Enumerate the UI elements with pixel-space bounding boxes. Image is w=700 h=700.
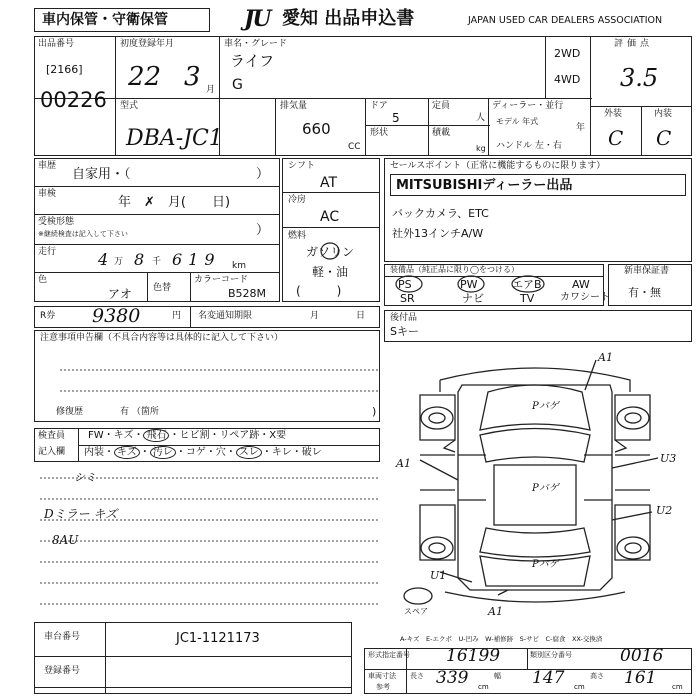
fuel-label: 燃料	[288, 231, 307, 241]
checker-chip: 飛石	[143, 429, 169, 442]
equip-navi: ナビ	[462, 292, 484, 305]
shape-label: 形状	[370, 128, 389, 138]
lot-number: 00226	[40, 88, 107, 112]
color-change-label: 色替	[153, 283, 172, 293]
height-label: 高さ	[590, 672, 604, 680]
ju-logo: JU	[244, 6, 270, 32]
mileage-sen-unit: 千	[152, 257, 162, 267]
equip-sr: SR	[400, 292, 415, 305]
capacity-label: 定員	[432, 101, 451, 111]
displacement-unit: CC	[348, 142, 361, 152]
acceptance-close: ）	[256, 223, 270, 238]
mark-pbage-2: Pバゲ	[532, 483, 559, 494]
mark-pbage-1: Pバゲ	[532, 401, 559, 412]
chassis-value: JC1-1121173	[176, 631, 260, 646]
mark-u1: U1	[430, 569, 447, 582]
address-change-day: 日	[356, 311, 366, 321]
width-value: 147	[532, 668, 565, 688]
checker-row-2: 内装・ キズ ・ 汚レ ・コゲ・穴・ スレ ・キレ・破レ	[84, 447, 322, 458]
mileage-rest: 619	[172, 250, 221, 269]
car-name-label: 車名・グレード	[224, 39, 288, 49]
equip-ps: PS	[398, 278, 412, 291]
history-label: 車歴	[38, 161, 57, 171]
mark-pbage-3: Pバゲ	[532, 559, 559, 570]
ac-value: AC	[320, 209, 340, 225]
color-label: 色	[38, 275, 48, 285]
score-label: 評価点	[614, 39, 654, 49]
class-label: 類別区分番号	[530, 651, 572, 659]
lot-sub: [2166]	[46, 63, 83, 76]
width-unit: cm	[574, 683, 585, 691]
checker-label-1: 検査員	[38, 431, 66, 441]
class-value: 0016	[620, 646, 664, 666]
mark-a1-bottom: A1	[488, 605, 503, 618]
recycle-label: R券	[40, 311, 56, 321]
color-value: アオ	[108, 287, 132, 301]
load-label: 積載	[432, 128, 451, 138]
model-value: DBA-JC1	[126, 126, 223, 151]
mileage-label: 走行	[38, 247, 57, 257]
checker-note-2: Dミラー キズ	[44, 507, 118, 521]
model-year-label: モデル 年式	[496, 117, 539, 126]
parts-value: Sキー	[390, 325, 419, 338]
acceptance-note: ※継続検査は記入して下さい	[38, 230, 128, 238]
checker-burn: コゲ	[185, 447, 206, 458]
checker-interior: 内装	[84, 447, 104, 458]
mileage-sen: 8	[134, 250, 145, 269]
displacement-value: 660	[302, 120, 331, 138]
checker-replace: X要	[269, 430, 287, 441]
equipment-label: 装備品（純正品に限り◯をつける）	[390, 265, 519, 274]
equip-airbag: エアB	[512, 278, 542, 291]
checker-note-3: 8AU	[52, 533, 79, 547]
dealer-label: ディーラー・並行	[492, 101, 564, 111]
color-code: B528M	[228, 287, 267, 300]
score-value: 3.5	[620, 64, 659, 92]
shift-value: AT	[320, 175, 338, 191]
diagram-legend: A-キズ E-エクボ U-凹み W-補修跡 S-サビ C-腐食 XX-交換済	[400, 635, 603, 643]
equip-tv: TV	[520, 292, 535, 305]
checker-label-2: 記入欄	[38, 447, 66, 457]
checker-scratch: キズ	[113, 430, 134, 441]
checker-int-scratch: キズ	[114, 446, 140, 459]
checker-row-1: FW・キズ・ 飛石 ・ヒビ割・リペア跡・X要	[88, 430, 287, 441]
handle-label: ハンドル 左・右	[496, 141, 562, 151]
reg-number-label: 登録番号	[44, 666, 81, 676]
fuel-other: ( )	[296, 284, 342, 298]
load-unit: kg	[476, 144, 486, 153]
dimensions-ref: 参考	[376, 683, 390, 691]
checker-tear: 破レ	[301, 447, 322, 458]
sales-point-line3: 社外13インチA/W	[392, 227, 484, 240]
exterior-label: 外装	[604, 109, 623, 119]
notes-close: )	[372, 405, 377, 418]
checker-dirt: 汚レ	[150, 446, 176, 459]
mark-a1-left: A1	[396, 457, 411, 470]
mileage-man: 4	[98, 250, 109, 269]
drive-4wd: 4WD	[554, 73, 581, 86]
length-value: 339	[436, 668, 469, 688]
address-change-label: 名変通知期限	[198, 311, 253, 321]
mark-a1-top: A1	[598, 351, 613, 364]
warranty-label: 新車保証書	[624, 266, 670, 276]
sales-point-line2: バックカメラ、ETC	[392, 207, 489, 220]
registration-label: 初度登録年月	[120, 39, 175, 49]
type-label: 形式指定番号	[368, 651, 410, 659]
model-year-unit: 年	[576, 123, 586, 133]
car-name: ライフ	[230, 52, 275, 70]
recycle-unit: 円	[172, 311, 182, 321]
height-unit: cm	[672, 683, 683, 691]
fuel-gasoline: ガソリン	[306, 245, 355, 259]
checker-cut: キレ	[271, 447, 292, 458]
warranty-value: 有・無	[628, 286, 661, 299]
registration-month: 3	[184, 62, 201, 92]
car-grade: G	[232, 77, 243, 93]
mileage-unit: km	[232, 261, 246, 271]
acceptance-label: 受検形態	[38, 217, 75, 227]
doors-value: 5	[392, 111, 400, 125]
checker-crack: ヒビ割	[179, 430, 210, 441]
equip-aw: AW	[572, 278, 590, 291]
storage-label: 車内保管・守衛保管	[42, 12, 168, 28]
sales-point-line1: MITSUBISHIディーラー出品	[396, 178, 573, 193]
chassis-label: 車台番号	[44, 632, 81, 642]
interior-label: 内装	[654, 109, 673, 119]
checker-repair: リペア跡	[219, 430, 260, 441]
notes-label: 注意事項申告欄（不具合内容等は具体的に記入して下さい）	[40, 333, 284, 343]
inspection-label: 車検	[38, 189, 57, 199]
type-value: 16199	[446, 646, 501, 666]
brand-english: JAPAN USED CAR DEALERS ASSOCIATION	[468, 15, 663, 26]
drive-2wd: 2WD	[554, 47, 581, 60]
mileage-man-unit: 万	[114, 257, 124, 267]
height-value: 161	[624, 668, 657, 688]
shift-label: シフト	[288, 161, 316, 171]
registration-month-unit: 月	[206, 85, 216, 95]
sales-point-label: セールスポイント（正常に機能するものに限ります）	[390, 161, 606, 171]
length-label: 長さ	[410, 672, 424, 680]
spare-label: スペア	[404, 607, 428, 616]
checker-hole: 穴	[215, 447, 226, 458]
mark-u3: U3	[660, 452, 677, 465]
exterior-score: C	[608, 126, 624, 150]
width-label: 幅	[494, 672, 501, 680]
repair-value: 有 （箇所	[120, 407, 159, 417]
equip-seat: カワシート	[560, 292, 610, 303]
checker-wear: スレ	[236, 446, 262, 459]
checker-fw: FW	[88, 430, 104, 441]
registration-year: 22	[128, 62, 162, 92]
history-value: 自家用・（	[72, 167, 131, 182]
fuel-diesel: 軽・油	[312, 265, 349, 279]
recycle-value: 9380	[92, 305, 141, 327]
ac-label: 冷房	[288, 195, 307, 205]
displacement-label: 排気量	[280, 101, 308, 111]
dimensions-label: 車両寸法	[368, 672, 396, 680]
repair-label: 修復歴	[56, 407, 84, 417]
inspection-value: 年 ✗ 月( 日)	[118, 195, 231, 210]
mark-u2: U2	[656, 504, 673, 517]
capacity-unit: 人	[476, 113, 486, 123]
lot-label: 出品番号	[38, 39, 75, 49]
color-code-label: カラーコード	[194, 275, 249, 285]
brand-title: 愛知 出品申込書	[282, 8, 415, 29]
checker-note-1: シミ	[74, 471, 96, 484]
length-unit: cm	[478, 683, 489, 691]
address-change-month: 月	[310, 311, 320, 321]
model-label: 型式	[120, 101, 139, 111]
history-close: ）	[256, 167, 270, 182]
interior-score: C	[656, 126, 672, 150]
equip-pw: PW	[460, 278, 478, 291]
doors-label: ドア	[370, 101, 388, 111]
parts-label: 後付品	[390, 313, 418, 323]
